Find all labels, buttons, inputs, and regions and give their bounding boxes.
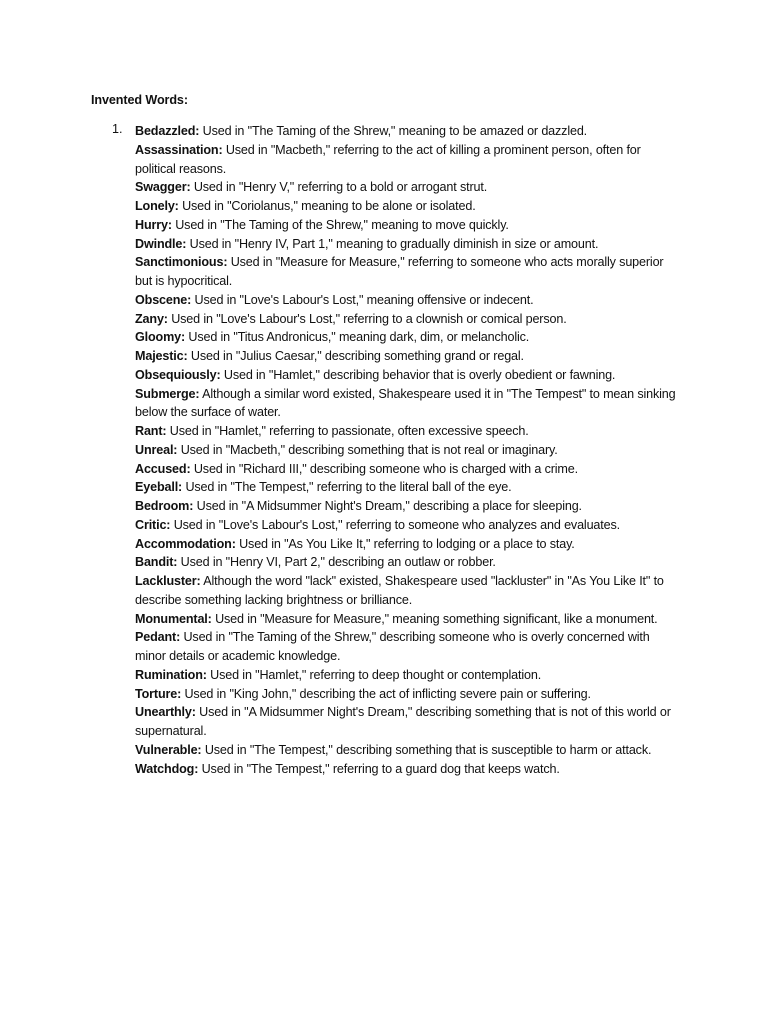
word-entry [135,610,680,629]
word-term: Bedroom: [135,499,194,513]
word-definition: Used in "Coriolanus," meaning to be alone or isolated. [178,199,476,213]
word-entry [135,178,680,197]
word-definition: Used in "Henry VI, Part 2," describing an outlaw or robber. [177,555,496,570]
word-definition: Although the word "lack" existed, Shakespeare used "lackluster" in "As You Like It" to describe something lacking brightness or brilliance. [135,574,664,607]
word-definition: Used in "The Tempest," referring to the literal ball of the eye. [182,480,512,495]
word-definition: Used in "Richard III," describing someone who is charged with a crime. [190,461,578,476]
word-definition: Used in "Macbeth," referring to the act of killing a prominent person, often for political reasons. [135,142,641,176]
word-term: Accommodation: [135,536,236,551]
word-entry [135,122,680,141]
word-entry [135,422,680,441]
word-definition: Used in "King John," describing the act of inflicting severe pain or suffering. [181,686,591,701]
word-term: Lonely: [135,199,179,213]
word-term: Submerge: [135,386,200,401]
word-definition: Used in "A Midsummer Night's Dream," describing a place for sleeping. [193,499,582,513]
word-term: Unreal: [135,442,178,457]
word-definition: Used in "Macbeth," describing something that is not real or imaginary. [177,442,558,457]
word-entry [135,553,680,572]
word-entry [135,197,680,216]
word-term: Critic: [135,517,171,532]
word-entry [135,628,680,666]
word-term: Rant: [135,424,167,438]
word-definition: Used in "The Tempest," referring to a guard dog that keeps watch. [198,761,560,776]
word-definition: Used in "The Tempest," describing something that is susceptible to harm or attack. [201,742,652,757]
word-definition: Used in "Henry IV, Part 1," meaning to gradually diminish in size or amount. [186,236,599,251]
word-term: Torture: [135,686,182,701]
word-term: Majestic: [135,349,188,363]
word-term: Dwindle: [135,236,187,251]
word-definition: Although a similar word existed, Shakespeare used it in "The Tempest" to mean sinking below the surface of water. [135,386,676,420]
word-definition: Used in "Julius Caesar," describing something grand or regal. [187,349,524,363]
word-entry [135,497,680,516]
word-term: Monumental: [135,611,212,626]
word-term: Sanctimonious: [135,255,228,270]
word-term: Bedazzled: [135,124,200,138]
word-entry [135,141,680,179]
word-term: Vulnerable: [135,742,202,757]
word-definition: Used in "As You Like It," referring to lodging or a place to stay. [235,536,575,551]
word-definition: Used in "The Taming of the Shrew," meaning to move quickly. [171,217,509,232]
word-entry [135,235,680,254]
word-entry [135,685,680,704]
word-entry [135,516,680,535]
word-definition: Used in "Titus Andronicus," meaning dark, dim, or melancholic. [185,330,530,345]
word-entry [135,760,680,779]
word-entry [135,347,680,366]
word-term: Hurry: [135,217,172,232]
word-list [135,122,680,778]
word-definition: Used in "Hamlet," referring to passionate, often excessive speech. [166,424,529,438]
word-entry [135,310,680,329]
word-term: Lackluster: [135,574,201,588]
word-term: Swagger: [135,180,191,195]
word-entry [135,572,680,610]
word-term: Unearthly: [135,705,196,720]
word-term: Bandit: [135,555,178,570]
word-term: Zany: [135,311,168,326]
word-term: Watchdog: [135,761,199,776]
word-definition: Used in "Love's Labour's Lost," referring to someone who analyzes and evaluates. [170,517,620,532]
word-term: Pedant: [135,630,181,645]
word-entry [135,291,680,310]
word-term: Gloomy: [135,330,186,345]
word-term: Obscene: [135,292,192,307]
word-definition: Used in "Hamlet," referring to deep thought or contemplation. [206,667,542,682]
word-term: Eyeball: [135,480,183,495]
word-entry [135,460,680,479]
word-entry [135,385,680,423]
word-definition: Used in "The Taming of the Shrew," meaning to be amazed or dazzled. [199,124,588,138]
word-entry [135,366,680,385]
word-entry [135,478,680,497]
word-entry [135,703,680,741]
word-definition: Used in "Henry V," referring to a bold or arrogant strut. [190,180,488,195]
word-entry [135,253,680,291]
word-definition: Used in "Measure for Measure," referring to someone who acts morally superior but is hypocritical. [135,255,664,288]
word-entry [135,328,680,347]
word-definition: Used in "Love's Labour's Lost," meaning offensive or indecent. [191,292,534,307]
word-definition: Used in "Hamlet," describing behavior that is overly obedient or fawning. [220,367,616,382]
section-heading: Invented Words: [91,93,188,107]
word-entry [135,441,680,460]
word-entry [135,535,680,554]
word-term: Rumination: [135,667,207,682]
word-definition: Used in "Measure for Measure," meaning something significant, like a monument. [211,611,658,626]
word-entry [135,741,680,760]
word-definition: Used in "A Midsummer Night's Dream," describing something that is not of this world or supernatural. [135,705,671,738]
word-term: Accused: [135,461,191,476]
word-term: Obsequiously: [135,367,221,382]
word-entry [135,216,680,235]
word-term: Assassination: [135,142,223,157]
list-number: 1. [112,122,123,136]
word-definition: Used in "Love's Labour's Lost," referring to a clownish or comical person. [167,311,567,326]
word-entry [135,666,680,685]
word-definition: Used in "The Taming of the Shrew," describing someone who is overly concerned with minor details or academic knowledge. [135,630,650,663]
